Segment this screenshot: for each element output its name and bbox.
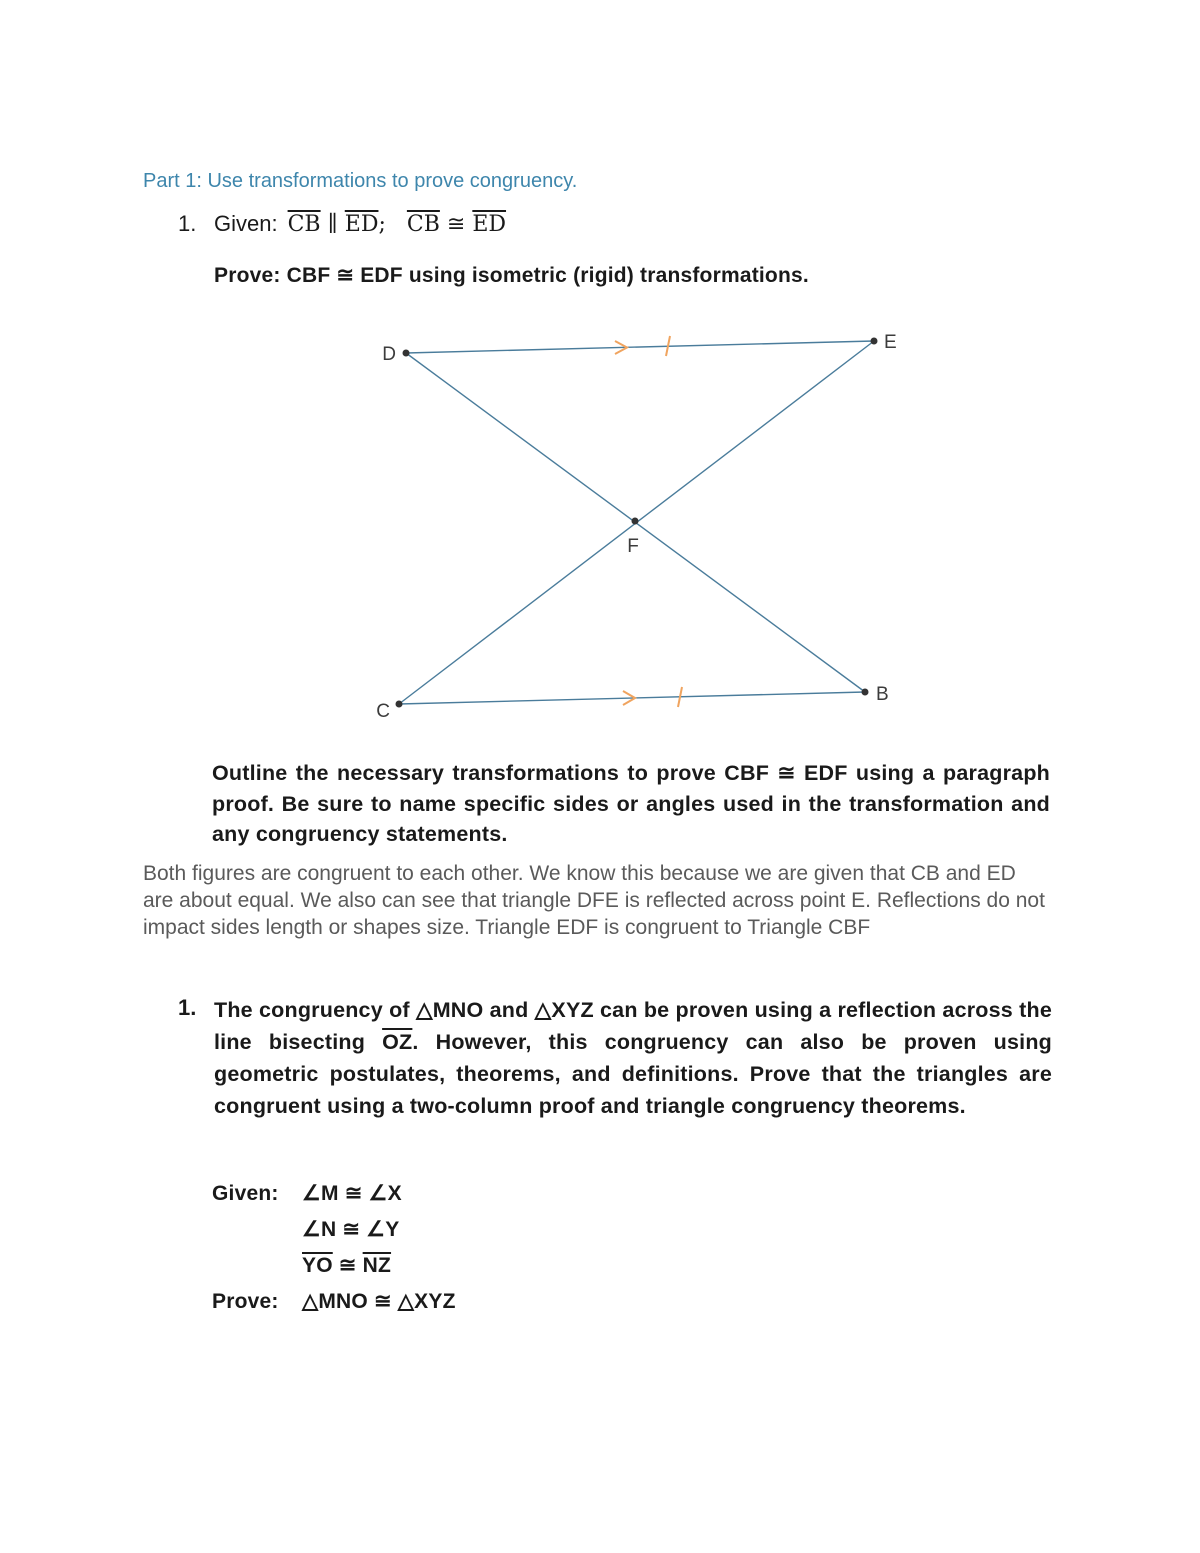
- congruent-symbol-2: ≅: [338, 1253, 357, 1277]
- given-prove-block: [212, 1181, 1200, 1314]
- given-line-2: [302, 1217, 1200, 1242]
- point-B: [862, 689, 869, 696]
- prove-triangles: △MNO ≅ △XYZ: [302, 1289, 456, 1313]
- problem-1-number: 1.: [178, 211, 197, 236]
- figure-svg: [375, 324, 915, 724]
- separator: ;: [378, 212, 386, 237]
- prompt-text-before: The congruency of △MNO and △XYZ can be proven using a reflection across the line bisecting: [214, 998, 1052, 1055]
- segment-ED: $\overline{ED}$: [344, 212, 379, 237]
- label-D: D: [382, 344, 396, 365]
- segment-OZ: $\overline{OZ}$: [382, 1030, 413, 1055]
- label-B: B: [876, 684, 889, 705]
- prove-label: Prove:: [212, 1289, 279, 1313]
- label-C: C: [376, 701, 390, 722]
- given-line-1: [212, 1181, 1200, 1206]
- point-D: [403, 350, 410, 357]
- angle-congruence-1: ∠M ≅ ∠X: [302, 1181, 402, 1205]
- given-line-3: [302, 1253, 1200, 1278]
- problem-2: [178, 995, 1200, 1122]
- problem-2-number: 1.: [178, 995, 197, 1021]
- segment-YO: $\overline{YO}$: [302, 1253, 333, 1277]
- point-F: [632, 518, 639, 525]
- congruent-symbol: ≅: [446, 212, 466, 237]
- label-F: F: [627, 536, 639, 557]
- given-label: Given:: [214, 211, 278, 236]
- given-label-2: Given:: [212, 1181, 279, 1205]
- congruence-figure: [375, 324, 1200, 724]
- label-E: E: [884, 332, 897, 353]
- problem-1-content: [214, 211, 809, 288]
- given-statement: [214, 211, 809, 237]
- outline-prompt: Outline the necessary transformations to prove CBF ≅ EDF using a paragraph proof. Be sure to name specific sides or angles used in the transformation and any congruency statements.: [212, 761, 1050, 847]
- segment-NZ: $\overline{NZ}$: [362, 1253, 392, 1277]
- angle-congruence-2: ∠N ≅ ∠Y: [302, 1217, 400, 1241]
- problem-1: [178, 211, 1200, 288]
- section-heading: Part 1: Use transformations to prove congruency.: [143, 170, 578, 192]
- prove-line: [212, 1289, 1200, 1314]
- point-C: [396, 701, 403, 708]
- segment-ED-2: $\overline{ED}$: [472, 212, 507, 237]
- segment-CB: $\overline{CB}$: [287, 212, 321, 237]
- parallel-symbol: ∥: [327, 212, 338, 237]
- spacer: [393, 212, 400, 237]
- segment-CB-2: $\overline{CB}$: [406, 212, 440, 237]
- prompt-text-after: . However, this congruency can also be proven using geometric postulates, theorems, and definitions. Prove that the triangles are congruent using a two-column proof and triangle congruency theorems.: [214, 1030, 1052, 1118]
- problem-2-prompt: [214, 995, 1052, 1122]
- prove-statement: Prove: CBF ≅ EDF using isometric (rigid) transformations.: [214, 264, 809, 287]
- student-answer: Both figures are congruent to each other. We know this because we are given that CB and ED are about equal. We also can see that triangle DFE is reflected across point E. Reflections do not impact sides length or shapes size. Triangle EDF is congruent to Triangle CBF: [143, 861, 1045, 940]
- segment-CB-line: [399, 692, 865, 704]
- point-E: [871, 338, 878, 345]
- segment-DE-line: [406, 341, 874, 353]
